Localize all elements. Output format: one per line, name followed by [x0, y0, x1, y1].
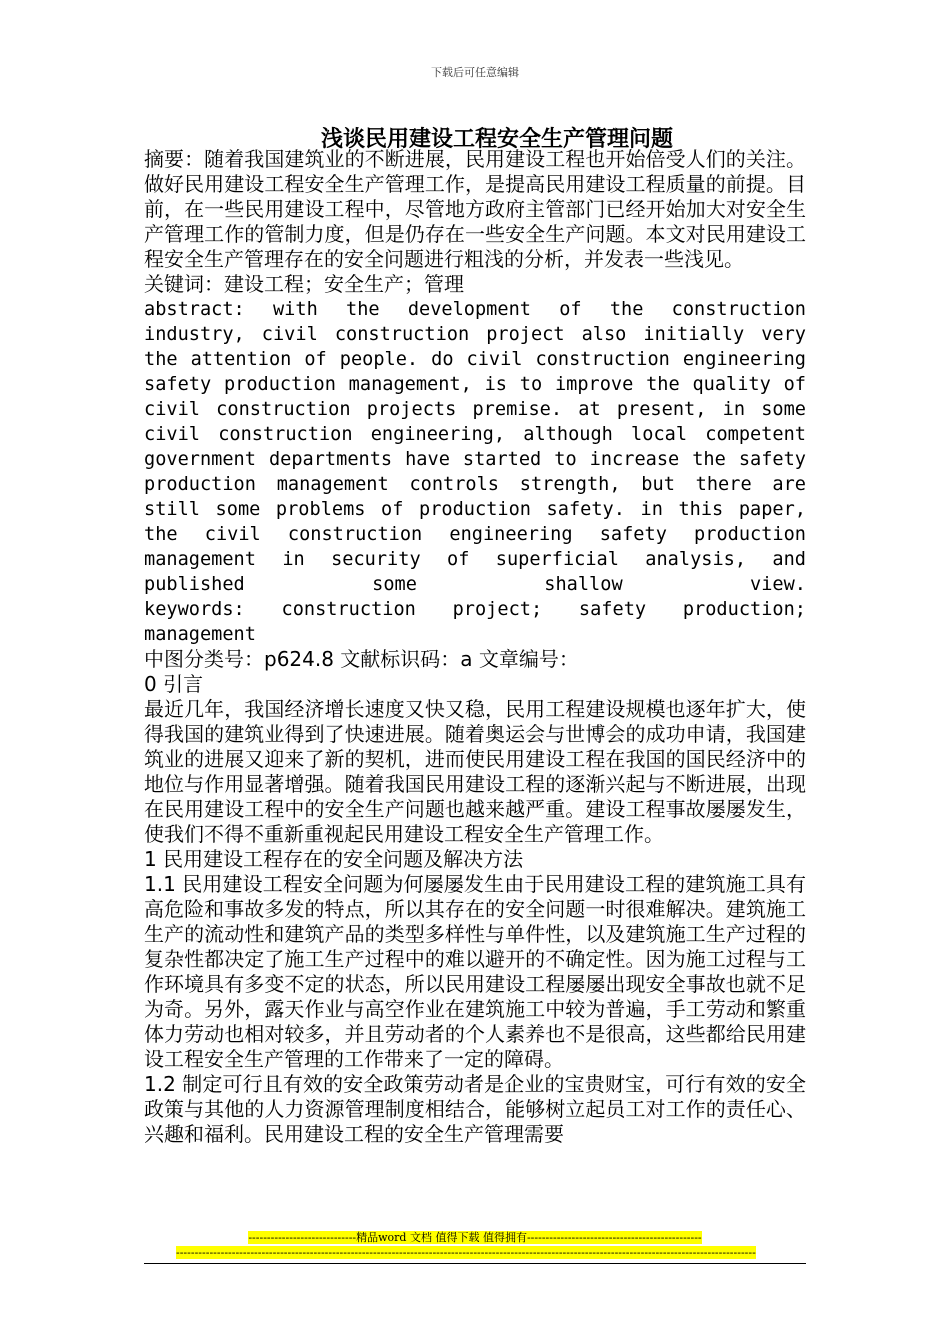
footer-banner [0, 1229, 950, 1245]
section-1-heading: 1 民用建设工程存在的安全问题及解决方法 [144, 847, 524, 871]
footer-banner-text: -----------------------------精品word 文档 值得下载 值得拥有----------------------------------------------- [248, 1231, 702, 1244]
section-1-1: 1.1 民用建设工程安全问题为何屡屡发生由于民用建设工程的建筑施工具有高危险和事故多发的特点，所以其存在的安全问题一时很难解决。建筑施工生产的流动性和建筑产品的类型多样性与单件性，以及建筑施工生产过程的复杂性都决定了施工生产过程中的难以避开的不确定性。因为施工过程与工作环境具有多变不定的状态，所以民用建设工程屡屡出现安全事故也就不足为奇。另外，露天作业与高空作业在建筑施工中较为普遍，手工劳动和繁重体力劳动也相对较多，并且劳动者的个人素养也不是很高，这些都给民用建设工程安全生产管理的工作带来了一定的障碍。 [144, 872, 806, 1071]
section-1-2: 1.2 制定可行且有效的安全政策劳动者是企业的宝贵财宝，可行有效的安全政策与其他的人力资源管理制度相结合，能够树立起员工对工作的责任心、兴趣和福利。民用建设工程的安全生产管理需要 [144, 1072, 806, 1146]
abstract-cn: 摘要：随着我国建筑业的不断进展，民用建设工程也开始倍受人们的关注。做好民用建设工程安全生产管理工作，是提高民用建设工程质量的前提。目前，在一些民用建设工程中，尽管地方政府主管部门已经开始加大对安全生产管理工作的管制力度，但是仍存在一些安全生产问题。本文对民用建设工程安全生产管理存在的安全问题进行粗浅的分析，并发表一些浅见。 [144, 147, 806, 271]
header-note: 下载后可任意编辑 [431, 66, 519, 79]
keywords-en: keywords: construction project; safety production; management [144, 599, 806, 645]
classification-line: 中图分类号：p624.8 文献标识码：a 文章编号： [144, 647, 579, 671]
keywords-cn: 关键词：建设工程；安全生产；管理 [144, 272, 464, 296]
footer-rule [144, 1263, 806, 1264]
document-title: 浅谈民用建设工程安全生产管理问题 [320, 127, 673, 152]
footer-dashes-text: ------------------------------------------------------------------------------------------------------------------------------------------------------------ [176, 1246, 756, 1259]
section-0-heading: 0 引言 [144, 672, 204, 696]
document-body [144, 147, 806, 1147]
footer-dashes [176, 1246, 774, 1259]
abstract-en: abstract: with the development of the construction industry, civil construction project also initially very the attention of people. do civil construction engineering safety production management, is to improve the quality of civil construction projects premise. at present, in some civil construction engineering, although local competent government departments have started to increase the safety production management controls strength, but there are still some problems of production safety. in this paper, the civil construction engineering safety production management in security of superficial analysis, and published some shallow view. [144, 299, 806, 595]
section-0-body: 最近几年，我国经济增长速度又快又稳，民用工程建设规模也逐年扩大，使得我国的建筑业得到了快速进展。随着奥运会与世博会的成功申请，我国建筑业的进展又迎来了新的契机，进而使民用建设工程在我国的国民经济中的地位与作用显著增强。随着我国民用建设工程的逐渐兴起与不断进展，出现在民用建设工程中的安全生产问题也越来越严重。建设工程事故屡屡发生，使我们不得不重新重视起民用建设工程安全生产管理工作。 [144, 697, 806, 846]
